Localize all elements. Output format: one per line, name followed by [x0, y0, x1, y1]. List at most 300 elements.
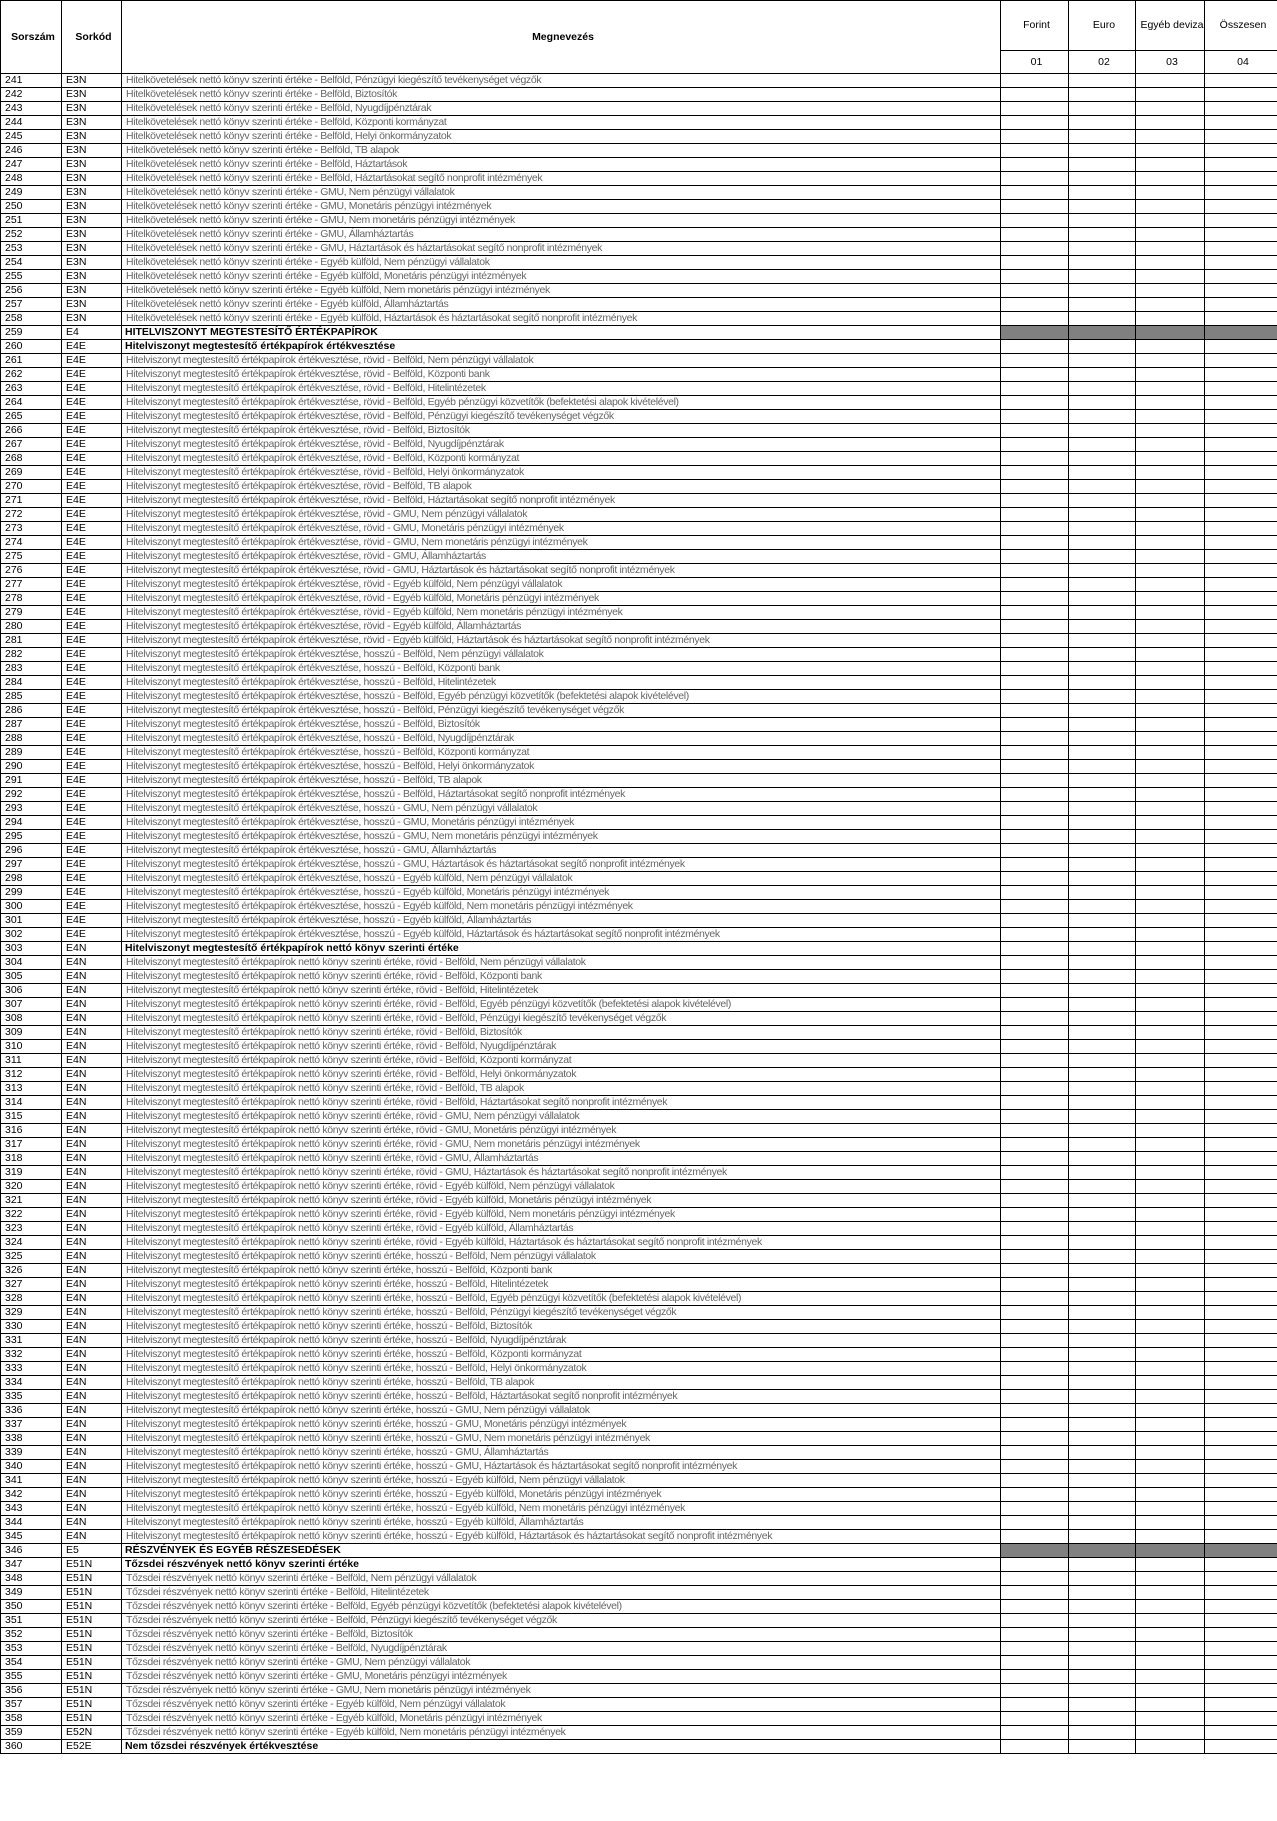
value-cell-egyeb-deviza[interactable] — [1136, 1180, 1205, 1194]
value-cell-forint[interactable] — [1001, 676, 1069, 690]
value-cell-forint[interactable] — [1001, 662, 1069, 676]
value-cell-forint[interactable] — [1001, 956, 1069, 970]
value-cell-egyeb-deviza[interactable] — [1136, 102, 1205, 116]
value-cell-euro[interactable] — [1069, 228, 1136, 242]
value-cell-egyeb-deviza[interactable] — [1136, 340, 1205, 354]
value-cell-forint[interactable] — [1001, 1572, 1069, 1586]
value-cell-forint[interactable] — [1001, 788, 1069, 802]
value-cell-euro[interactable] — [1069, 872, 1136, 886]
value-cell-euro[interactable] — [1069, 1096, 1136, 1110]
value-cell-forint[interactable] — [1001, 480, 1069, 494]
value-cell-egyeb-deviza[interactable] — [1136, 354, 1205, 368]
value-cell-osszesen[interactable] — [1205, 1432, 1277, 1446]
value-cell-egyeb-deviza[interactable] — [1136, 1152, 1205, 1166]
value-cell-euro[interactable] — [1069, 1516, 1136, 1530]
value-cell-euro[interactable] — [1069, 1334, 1136, 1348]
value-cell-osszesen[interactable] — [1205, 116, 1277, 130]
value-cell-euro[interactable] — [1069, 942, 1136, 956]
value-cell-egyeb-deviza[interactable] — [1136, 620, 1205, 634]
value-cell-egyeb-deviza[interactable] — [1136, 1096, 1205, 1110]
value-cell-osszesen[interactable] — [1205, 256, 1277, 270]
value-cell-egyeb-deviza[interactable] — [1136, 200, 1205, 214]
value-cell-euro[interactable] — [1069, 508, 1136, 522]
value-cell-forint[interactable] — [1001, 1096, 1069, 1110]
value-cell-euro[interactable] — [1069, 1292, 1136, 1306]
value-cell-euro[interactable] — [1069, 1236, 1136, 1250]
value-cell-osszesen[interactable] — [1205, 1418, 1277, 1432]
value-cell-osszesen[interactable] — [1205, 1124, 1277, 1138]
value-cell-euro[interactable] — [1069, 1418, 1136, 1432]
value-cell-euro[interactable] — [1069, 774, 1136, 788]
value-cell-osszesen[interactable] — [1205, 1530, 1277, 1544]
value-cell-euro[interactable] — [1069, 452, 1136, 466]
value-cell-forint[interactable] — [1001, 1194, 1069, 1208]
value-cell-egyeb-deviza[interactable] — [1136, 1138, 1205, 1152]
value-cell-egyeb-deviza[interactable] — [1136, 844, 1205, 858]
value-cell-euro[interactable] — [1069, 368, 1136, 382]
value-cell-forint[interactable] — [1001, 1250, 1069, 1264]
value-cell-egyeb-deviza[interactable] — [1136, 1110, 1205, 1124]
value-cell-osszesen[interactable] — [1205, 1110, 1277, 1124]
value-cell-osszesen[interactable] — [1205, 1642, 1277, 1656]
value-cell-forint[interactable] — [1001, 396, 1069, 410]
value-cell-euro[interactable] — [1069, 1222, 1136, 1236]
value-cell-forint[interactable] — [1001, 704, 1069, 718]
value-cell-osszesen[interactable] — [1205, 270, 1277, 284]
value-cell-egyeb-deviza[interactable] — [1136, 760, 1205, 774]
value-cell-egyeb-deviza[interactable] — [1136, 956, 1205, 970]
value-cell-osszesen[interactable] — [1205, 1152, 1277, 1166]
value-cell-egyeb-deviza[interactable] — [1136, 1054, 1205, 1068]
value-cell-egyeb-deviza[interactable] — [1136, 634, 1205, 648]
value-cell-forint[interactable] — [1001, 816, 1069, 830]
value-cell-forint[interactable] — [1001, 1474, 1069, 1488]
value-cell-osszesen[interactable] — [1205, 480, 1277, 494]
value-cell-forint[interactable] — [1001, 270, 1069, 284]
value-cell-egyeb-deviza[interactable] — [1136, 1558, 1205, 1572]
value-cell-euro[interactable] — [1069, 1488, 1136, 1502]
value-cell-forint[interactable] — [1001, 186, 1069, 200]
value-cell-forint[interactable] — [1001, 368, 1069, 382]
value-cell-forint[interactable] — [1001, 1138, 1069, 1152]
value-cell-euro[interactable] — [1069, 816, 1136, 830]
value-cell-forint[interactable] — [1001, 1642, 1069, 1656]
value-cell-forint[interactable] — [1001, 158, 1069, 172]
value-cell-euro[interactable] — [1069, 1628, 1136, 1642]
value-cell-forint[interactable] — [1001, 144, 1069, 158]
value-cell-forint[interactable] — [1001, 494, 1069, 508]
value-cell-egyeb-deviza[interactable] — [1136, 186, 1205, 200]
value-cell-forint[interactable] — [1001, 466, 1069, 480]
value-cell-osszesen[interactable] — [1205, 1012, 1277, 1026]
value-cell-osszesen[interactable] — [1205, 354, 1277, 368]
value-cell-egyeb-deviza[interactable] — [1136, 746, 1205, 760]
value-cell-euro[interactable] — [1069, 74, 1136, 88]
value-cell-egyeb-deviza[interactable] — [1136, 410, 1205, 424]
value-cell-egyeb-deviza[interactable] — [1136, 1012, 1205, 1026]
value-cell-euro[interactable] — [1069, 256, 1136, 270]
value-cell-egyeb-deviza[interactable] — [1136, 88, 1205, 102]
value-cell-egyeb-deviza[interactable] — [1136, 550, 1205, 564]
value-cell-forint[interactable] — [1001, 900, 1069, 914]
value-cell-forint[interactable] — [1001, 130, 1069, 144]
value-cell-osszesen[interactable] — [1205, 74, 1277, 88]
value-cell-euro[interactable] — [1069, 88, 1136, 102]
value-cell-egyeb-deviza[interactable] — [1136, 914, 1205, 928]
value-cell-euro[interactable] — [1069, 116, 1136, 130]
value-cell-osszesen[interactable] — [1205, 760, 1277, 774]
value-cell-forint[interactable] — [1001, 886, 1069, 900]
value-cell-forint[interactable] — [1001, 1320, 1069, 1334]
value-cell-osszesen[interactable] — [1205, 88, 1277, 102]
value-cell-forint[interactable] — [1001, 1040, 1069, 1054]
value-cell-egyeb-deviza[interactable] — [1136, 172, 1205, 186]
value-cell-euro[interactable] — [1069, 634, 1136, 648]
value-cell-forint[interactable] — [1001, 1278, 1069, 1292]
value-cell-egyeb-deviza[interactable] — [1136, 228, 1205, 242]
value-cell-euro[interactable] — [1069, 1390, 1136, 1404]
value-cell-osszesen[interactable] — [1205, 1306, 1277, 1320]
value-cell-osszesen[interactable] — [1205, 424, 1277, 438]
value-cell-euro[interactable] — [1069, 214, 1136, 228]
value-cell-egyeb-deviza[interactable] — [1136, 816, 1205, 830]
value-cell-egyeb-deviza[interactable] — [1136, 1712, 1205, 1726]
value-cell-forint[interactable] — [1001, 802, 1069, 816]
value-cell-euro[interactable] — [1069, 438, 1136, 452]
value-cell-egyeb-deviza[interactable] — [1136, 1250, 1205, 1264]
value-cell-forint[interactable] — [1001, 718, 1069, 732]
value-cell-egyeb-deviza[interactable] — [1136, 1614, 1205, 1628]
value-cell-osszesen[interactable] — [1205, 578, 1277, 592]
value-cell-osszesen[interactable] — [1205, 606, 1277, 620]
value-cell-euro[interactable] — [1069, 704, 1136, 718]
value-cell-euro[interactable] — [1069, 1362, 1136, 1376]
value-cell-osszesen[interactable] — [1205, 186, 1277, 200]
value-cell-euro[interactable] — [1069, 130, 1136, 144]
value-cell-osszesen[interactable] — [1205, 1656, 1277, 1670]
value-cell-euro[interactable] — [1069, 1572, 1136, 1586]
value-cell-osszesen[interactable] — [1205, 984, 1277, 998]
value-cell-egyeb-deviza[interactable] — [1136, 1306, 1205, 1320]
value-cell-forint[interactable] — [1001, 1418, 1069, 1432]
value-cell-forint[interactable] — [1001, 312, 1069, 326]
value-cell-osszesen[interactable] — [1205, 228, 1277, 242]
value-cell-osszesen[interactable] — [1205, 522, 1277, 536]
value-cell-forint[interactable] — [1001, 1558, 1069, 1572]
value-cell-euro[interactable] — [1069, 998, 1136, 1012]
value-cell-osszesen[interactable] — [1205, 774, 1277, 788]
value-cell-euro[interactable] — [1069, 494, 1136, 508]
value-cell-forint[interactable] — [1001, 242, 1069, 256]
value-cell-osszesen[interactable] — [1205, 536, 1277, 550]
value-cell-forint[interactable] — [1001, 1432, 1069, 1446]
value-cell-forint[interactable] — [1001, 1306, 1069, 1320]
value-cell-forint[interactable] — [1001, 1180, 1069, 1194]
value-cell-euro[interactable] — [1069, 466, 1136, 480]
value-cell-forint[interactable] — [1001, 1222, 1069, 1236]
value-cell-osszesen[interactable] — [1205, 396, 1277, 410]
value-cell-osszesen[interactable] — [1205, 312, 1277, 326]
value-cell-forint[interactable] — [1001, 564, 1069, 578]
value-cell-euro[interactable] — [1069, 1432, 1136, 1446]
value-cell-euro[interactable] — [1069, 1684, 1136, 1698]
value-cell-osszesen[interactable] — [1205, 1474, 1277, 1488]
value-cell-egyeb-deviza[interactable] — [1136, 858, 1205, 872]
value-cell-euro[interactable] — [1069, 382, 1136, 396]
value-cell-euro[interactable] — [1069, 676, 1136, 690]
value-cell-osszesen[interactable] — [1205, 1180, 1277, 1194]
value-cell-osszesen[interactable] — [1205, 1670, 1277, 1684]
value-cell-osszesen[interactable] — [1205, 1138, 1277, 1152]
value-cell-forint[interactable] — [1001, 438, 1069, 452]
value-cell-euro[interactable] — [1069, 1180, 1136, 1194]
value-cell-forint[interactable] — [1001, 550, 1069, 564]
value-cell-osszesen[interactable] — [1205, 746, 1277, 760]
value-cell-egyeb-deviza[interactable] — [1136, 1348, 1205, 1362]
value-cell-egyeb-deviza[interactable] — [1136, 886, 1205, 900]
value-cell-euro[interactable] — [1069, 396, 1136, 410]
value-cell-forint[interactable] — [1001, 592, 1069, 606]
value-cell-osszesen[interactable] — [1205, 340, 1277, 354]
value-cell-euro[interactable] — [1069, 648, 1136, 662]
value-cell-egyeb-deviza[interactable] — [1136, 1026, 1205, 1040]
value-cell-osszesen[interactable] — [1205, 900, 1277, 914]
value-cell-euro[interactable] — [1069, 718, 1136, 732]
value-cell-osszesen[interactable] — [1205, 844, 1277, 858]
value-cell-euro[interactable] — [1069, 858, 1136, 872]
value-cell-euro[interactable] — [1069, 536, 1136, 550]
value-cell-forint[interactable] — [1001, 382, 1069, 396]
value-cell-egyeb-deviza[interactable] — [1136, 284, 1205, 298]
value-cell-euro[interactable] — [1069, 200, 1136, 214]
value-cell-egyeb-deviza[interactable] — [1136, 1236, 1205, 1250]
value-cell-osszesen[interactable] — [1205, 1628, 1277, 1642]
value-cell-forint[interactable] — [1001, 620, 1069, 634]
value-cell-osszesen[interactable] — [1205, 718, 1277, 732]
value-cell-osszesen[interactable] — [1205, 214, 1277, 228]
value-cell-osszesen[interactable] — [1205, 382, 1277, 396]
value-cell-osszesen[interactable] — [1205, 130, 1277, 144]
value-cell-forint[interactable] — [1001, 1670, 1069, 1684]
value-cell-euro[interactable] — [1069, 1642, 1136, 1656]
value-cell-euro[interactable] — [1069, 844, 1136, 858]
value-cell-osszesen[interactable] — [1205, 858, 1277, 872]
value-cell-osszesen[interactable] — [1205, 1558, 1277, 1572]
value-cell-euro[interactable] — [1069, 746, 1136, 760]
value-cell-forint[interactable] — [1001, 1600, 1069, 1614]
value-cell-egyeb-deviza[interactable] — [1136, 1418, 1205, 1432]
value-cell-osszesen[interactable] — [1205, 1054, 1277, 1068]
value-cell-osszesen[interactable] — [1205, 1614, 1277, 1628]
value-cell-euro[interactable] — [1069, 1530, 1136, 1544]
value-cell-euro[interactable] — [1069, 354, 1136, 368]
value-cell-egyeb-deviza[interactable] — [1136, 830, 1205, 844]
value-cell-osszesen[interactable] — [1205, 1488, 1277, 1502]
value-cell-egyeb-deviza[interactable] — [1136, 1600, 1205, 1614]
value-cell-forint[interactable] — [1001, 256, 1069, 270]
value-cell-egyeb-deviza[interactable] — [1136, 1166, 1205, 1180]
value-cell-euro[interactable] — [1069, 102, 1136, 116]
value-cell-euro[interactable] — [1069, 1068, 1136, 1082]
value-cell-forint[interactable] — [1001, 774, 1069, 788]
value-cell-egyeb-deviza[interactable] — [1136, 1124, 1205, 1138]
value-cell-forint[interactable] — [1001, 1082, 1069, 1096]
value-cell-euro[interactable] — [1069, 592, 1136, 606]
value-cell-osszesen[interactable] — [1205, 410, 1277, 424]
value-cell-osszesen[interactable] — [1205, 998, 1277, 1012]
value-cell-egyeb-deviza[interactable] — [1136, 424, 1205, 438]
value-cell-egyeb-deviza[interactable] — [1136, 564, 1205, 578]
value-cell-osszesen[interactable] — [1205, 298, 1277, 312]
value-cell-egyeb-deviza[interactable] — [1136, 480, 1205, 494]
value-cell-forint[interactable] — [1001, 1712, 1069, 1726]
value-cell-forint[interactable] — [1001, 634, 1069, 648]
value-cell-euro[interactable] — [1069, 802, 1136, 816]
value-cell-forint[interactable] — [1001, 354, 1069, 368]
value-cell-osszesen[interactable] — [1205, 102, 1277, 116]
value-cell-osszesen[interactable] — [1205, 802, 1277, 816]
value-cell-euro[interactable] — [1069, 1166, 1136, 1180]
value-cell-egyeb-deviza[interactable] — [1136, 1446, 1205, 1460]
value-cell-osszesen[interactable] — [1205, 550, 1277, 564]
value-cell-egyeb-deviza[interactable] — [1136, 1194, 1205, 1208]
value-cell-euro[interactable] — [1069, 1124, 1136, 1138]
value-cell-forint[interactable] — [1001, 102, 1069, 116]
value-cell-euro[interactable] — [1069, 1348, 1136, 1362]
value-cell-egyeb-deviza[interactable] — [1136, 592, 1205, 606]
value-cell-osszesen[interactable] — [1205, 466, 1277, 480]
value-cell-forint[interactable] — [1001, 998, 1069, 1012]
value-cell-egyeb-deviza[interactable] — [1136, 508, 1205, 522]
value-cell-forint[interactable] — [1001, 1166, 1069, 1180]
value-cell-forint[interactable] — [1001, 1390, 1069, 1404]
value-cell-osszesen[interactable] — [1205, 144, 1277, 158]
value-cell-euro[interactable] — [1069, 1054, 1136, 1068]
value-cell-forint[interactable] — [1001, 928, 1069, 942]
value-cell-egyeb-deviza[interactable] — [1136, 1670, 1205, 1684]
value-cell-osszesen[interactable] — [1205, 676, 1277, 690]
value-cell-euro[interactable] — [1069, 928, 1136, 942]
value-cell-egyeb-deviza[interactable] — [1136, 1740, 1205, 1754]
value-cell-forint[interactable] — [1001, 1726, 1069, 1740]
value-cell-osszesen[interactable] — [1205, 1376, 1277, 1390]
value-cell-egyeb-deviza[interactable] — [1136, 382, 1205, 396]
value-cell-egyeb-deviza[interactable] — [1136, 1530, 1205, 1544]
value-cell-forint[interactable] — [1001, 1054, 1069, 1068]
value-cell-egyeb-deviza[interactable] — [1136, 256, 1205, 270]
value-cell-egyeb-deviza[interactable] — [1136, 718, 1205, 732]
value-cell-osszesen[interactable] — [1205, 452, 1277, 466]
value-cell-osszesen[interactable] — [1205, 1390, 1277, 1404]
value-cell-egyeb-deviza[interactable] — [1136, 522, 1205, 536]
value-cell-egyeb-deviza[interactable] — [1136, 900, 1205, 914]
value-cell-forint[interactable] — [1001, 1404, 1069, 1418]
value-cell-osszesen[interactable] — [1205, 914, 1277, 928]
value-cell-euro[interactable] — [1069, 480, 1136, 494]
value-cell-forint[interactable] — [1001, 690, 1069, 704]
value-cell-euro[interactable] — [1069, 1152, 1136, 1166]
value-cell-euro[interactable] — [1069, 1586, 1136, 1600]
value-cell-osszesen[interactable] — [1205, 662, 1277, 676]
value-cell-euro[interactable] — [1069, 1264, 1136, 1278]
value-cell-egyeb-deviza[interactable] — [1136, 1334, 1205, 1348]
value-cell-euro[interactable] — [1069, 788, 1136, 802]
value-cell-egyeb-deviza[interactable] — [1136, 242, 1205, 256]
value-cell-egyeb-deviza[interactable] — [1136, 1320, 1205, 1334]
value-cell-egyeb-deviza[interactable] — [1136, 144, 1205, 158]
value-cell-egyeb-deviza[interactable] — [1136, 1376, 1205, 1390]
value-cell-osszesen[interactable] — [1205, 172, 1277, 186]
value-cell-egyeb-deviza[interactable] — [1136, 1488, 1205, 1502]
value-cell-osszesen[interactable] — [1205, 1460, 1277, 1474]
value-cell-osszesen[interactable] — [1205, 1586, 1277, 1600]
value-cell-forint[interactable] — [1001, 1334, 1069, 1348]
value-cell-osszesen[interactable] — [1205, 1334, 1277, 1348]
value-cell-osszesen[interactable] — [1205, 158, 1277, 172]
value-cell-osszesen[interactable] — [1205, 1068, 1277, 1082]
value-cell-forint[interactable] — [1001, 1698, 1069, 1712]
value-cell-euro[interactable] — [1069, 186, 1136, 200]
value-cell-osszesen[interactable] — [1205, 564, 1277, 578]
value-cell-osszesen[interactable] — [1205, 1264, 1277, 1278]
value-cell-osszesen[interactable] — [1205, 1446, 1277, 1460]
value-cell-euro[interactable] — [1069, 690, 1136, 704]
value-cell-egyeb-deviza[interactable] — [1136, 466, 1205, 480]
value-cell-forint[interactable] — [1001, 1012, 1069, 1026]
value-cell-euro[interactable] — [1069, 550, 1136, 564]
value-cell-osszesen[interactable] — [1205, 1516, 1277, 1530]
value-cell-forint[interactable] — [1001, 1208, 1069, 1222]
value-cell-forint[interactable] — [1001, 1684, 1069, 1698]
value-cell-forint[interactable] — [1001, 88, 1069, 102]
value-cell-osszesen[interactable] — [1205, 1040, 1277, 1054]
value-cell-forint[interactable] — [1001, 844, 1069, 858]
value-cell-forint[interactable] — [1001, 452, 1069, 466]
value-cell-euro[interactable] — [1069, 1502, 1136, 1516]
value-cell-egyeb-deviza[interactable] — [1136, 1222, 1205, 1236]
value-cell-osszesen[interactable] — [1205, 1600, 1277, 1614]
value-cell-forint[interactable] — [1001, 746, 1069, 760]
value-cell-osszesen[interactable] — [1205, 970, 1277, 984]
value-cell-forint[interactable] — [1001, 1152, 1069, 1166]
value-cell-euro[interactable] — [1069, 886, 1136, 900]
value-cell-euro[interactable] — [1069, 732, 1136, 746]
value-cell-egyeb-deviza[interactable] — [1136, 1264, 1205, 1278]
value-cell-egyeb-deviza[interactable] — [1136, 928, 1205, 942]
value-cell-egyeb-deviza[interactable] — [1136, 158, 1205, 172]
value-cell-egyeb-deviza[interactable] — [1136, 452, 1205, 466]
value-cell-euro[interactable] — [1069, 1404, 1136, 1418]
value-cell-euro[interactable] — [1069, 1712, 1136, 1726]
value-cell-forint[interactable] — [1001, 1586, 1069, 1600]
value-cell-egyeb-deviza[interactable] — [1136, 690, 1205, 704]
value-cell-forint[interactable] — [1001, 872, 1069, 886]
value-cell-osszesen[interactable] — [1205, 242, 1277, 256]
value-cell-forint[interactable] — [1001, 606, 1069, 620]
value-cell-osszesen[interactable] — [1205, 1166, 1277, 1180]
value-cell-egyeb-deviza[interactable] — [1136, 676, 1205, 690]
value-cell-egyeb-deviza[interactable] — [1136, 116, 1205, 130]
value-cell-egyeb-deviza[interactable] — [1136, 1586, 1205, 1600]
value-cell-egyeb-deviza[interactable] — [1136, 1572, 1205, 1586]
value-cell-forint[interactable] — [1001, 1110, 1069, 1124]
value-cell-euro[interactable] — [1069, 956, 1136, 970]
value-cell-euro[interactable] — [1069, 172, 1136, 186]
value-cell-forint[interactable] — [1001, 830, 1069, 844]
value-cell-osszesen[interactable] — [1205, 942, 1277, 956]
value-cell-euro[interactable] — [1069, 522, 1136, 536]
value-cell-egyeb-deviza[interactable] — [1136, 1684, 1205, 1698]
